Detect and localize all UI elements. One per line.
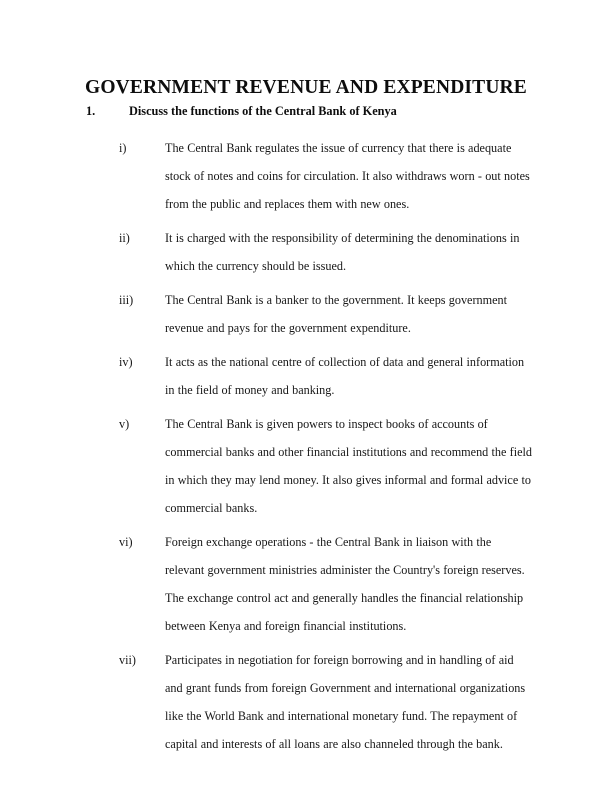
list-item-marker: ii) — [119, 231, 130, 245]
text-line: commercial banks. — [165, 501, 258, 515]
text-line: from the public and replaces them with new ones. — [165, 197, 410, 211]
list-item — [0, 286, 612, 342]
text-line: The Central Bank is a banker to the government. It keeps government — [165, 293, 507, 307]
text-line: relevant government ministries administer the Country's foreign reserves. — [165, 563, 525, 577]
text-line: in the field of money and banking. — [165, 383, 335, 397]
document-body — [0, 104, 612, 764]
text-line: which the currency should be issued. — [165, 259, 347, 273]
text-line: It acts as the national centre of collection of data and general information — [165, 355, 525, 369]
text-line: revenue and pays for the government expenditure. — [165, 321, 411, 335]
text-line: between Kenya and foreign financial institutions. — [165, 619, 407, 633]
list-item-text — [165, 286, 539, 342]
list-item — [0, 134, 612, 218]
question-heading — [0, 104, 612, 122]
text-line: commercial banks and other financial institutions and recommend the field — [165, 445, 532, 459]
list-item-marker: iii) — [119, 293, 134, 307]
text-line: The Central Bank is given powers to inspect books of accounts of — [165, 417, 488, 431]
list-item-text — [165, 410, 539, 522]
list-item-text — [165, 348, 539, 404]
list-item-marker: vi) — [119, 535, 133, 549]
question-text: Discuss the functions of the Central Bank of Kenya — [129, 104, 397, 118]
list-item-text — [165, 528, 539, 640]
question-number: 1. — [86, 104, 96, 118]
list-item-text — [165, 646, 539, 758]
text-line: It is charged with the responsibility of determining the denominations in — [165, 231, 520, 245]
list-item-text — [165, 224, 539, 280]
text-line: The exchange control act and generally handles the financial relationship — [165, 591, 524, 605]
list-item-text — [165, 134, 539, 218]
text-line: and grant funds from foreign Government and international organizations — [165, 681, 526, 695]
text-line: Participates in negotiation for foreign borrowing and in handling of aid — [165, 653, 514, 667]
list-item — [0, 646, 612, 758]
list-item-marker: iv) — [119, 355, 133, 369]
text-line: Foreign exchange operations - the Central Bank in liaison with the — [165, 535, 492, 549]
text-line: in which they may lend money. It also gives informal and formal advice to — [165, 473, 531, 487]
text-line: capital and interests of all loans are also channeled through the bank. — [165, 737, 503, 751]
list-item — [0, 224, 612, 280]
list-item-marker: v) — [119, 417, 130, 431]
list-item-marker: vii) — [119, 653, 136, 667]
list-item-marker: i) — [119, 141, 127, 155]
text-line: stock of notes and coins for circulation. It also withdraws worn - out notes — [165, 169, 530, 183]
page-title: GOVERNMENT REVENUE AND EXPENDITURE — [85, 77, 527, 99]
list-item — [0, 348, 612, 404]
text-line: like the World Bank and international monetary fund. The repayment of — [165, 709, 518, 723]
list-item — [0, 410, 612, 522]
text-line: The Central Bank regulates the issue of currency that there is adequate — [165, 141, 512, 155]
roman-numeral-list — [0, 134, 612, 758]
list-item — [0, 528, 612, 640]
